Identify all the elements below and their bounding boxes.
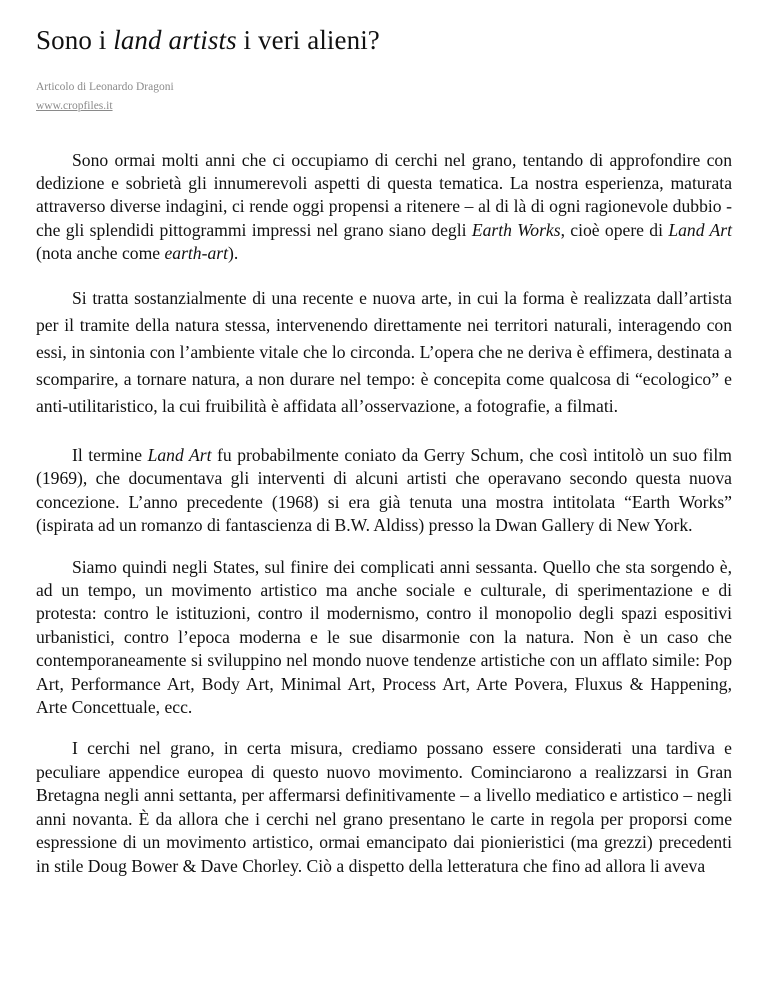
paragraph-2: Si tratta sostanzialmente di una recente e nuova arte, in cui la forma è realizzata dall’artista per il tramite della natura stessa, intervenendo direttamente nei territori naturali, interagendo con essi, in sintonia con l’ambiente vitale che lo circonda. L’opera che ne deriva è effimera, destinata a scomparire, a tornare natura, a non durare nel tempo: è concepita come qualcosa di “ecologico” e anti-utilitaristico, la cui fruibilità è affidata all’osservazione, a fotografie, a filmati.: [36, 288, 732, 417]
p3-text-2: fu probabilmente coniato da Gerry Schum, che così intitolò un suo film (1969), che documentava gli interventi di alcuni artisti che operavano secondo questa nuova concezione. L’anno precedente (1968) si era già tenuta una mostra intitolata “Earth Works” (ispirata ad un romanzo di fantascienza di B.W. Aldiss) presso la Dwan Gallery di New York.: [36, 445, 732, 536]
p1-text-4: ).: [228, 242, 239, 263]
p1-text-1: Sono ormai molti anni che ci occupiamo di cerchi nel grano, tentando di approfondire con dedizione e sobrietà gli innumerevoli aspetti di questa tematica. La nostra esperienza, maturata attraverso diverse indagini, ci rende oggi propensi a ritenere – al di là di ogni ragionevole dubbio - che gli splendidi pittogrammi impressi nel grano siano degli: [36, 150, 732, 240]
p1-italic-earth-art: earth-art: [164, 242, 228, 263]
title-prefix: Sono i: [36, 25, 114, 55]
article-title: [36, 22, 732, 58]
website-line: [36, 97, 732, 116]
p1-italic-earth-works: Earth Works: [471, 219, 561, 240]
p3-text-1: Il termine: [72, 445, 148, 466]
byline: Articolo di Leonardo Dragoni: [36, 81, 174, 93]
p3-italic-land-art: Land Art: [147, 445, 212, 466]
paragraph-5: I cerchi nel grano, in certa misura, crediamo possano essere considerati una tardiva e peculiare appendice europea di questo nuovo movimento. Cominciarono a realizzarsi in Gran Bretagna negli anni settanta, per affermarsi definitivamente – a livello mediatico e artistico – negli anni novanta. È da allora che i cerchi nel grano presentano le carte in regola per proporsi come espressione di un movimento artistico, ormai emancipato dai pionieristici (ma grezzi) precedenti in stile Doug Bower & Dave Chorley. Ciò a dispetto della letteratura che fino ad allora li aveva: [36, 738, 732, 876]
document-page: [36, 22, 732, 878]
title-italic: land artists: [113, 25, 237, 55]
website-link[interactable]: www.cropfiles.it: [36, 100, 113, 112]
p1-text-2: , cioè opere di: [560, 219, 669, 240]
p1-text-3: (nota anche come: [36, 242, 165, 263]
article-meta: [36, 78, 732, 116]
paragraph-1: [36, 149, 732, 265]
paragraph-3: [36, 444, 732, 538]
paragraph-4: Siamo quindi negli States, sul finire dei complicati anni sessanta. Quello che sta sorgendo è, ad un tempo, un movimento artistico ma anche sociale e culturale, di sperimentazione e di protesta: contro le istituzioni, contro il modernismo, contro il monopolio degli spazi espositivi urbanistici, contro l’epoca moderna e le sue disarmonie con la natura. Non è un caso che contemporaneamente si sviluppino nel mondo nuove tendenze artistiche con un afflato simile: Pop Art, Performance Art, Body Art, Minimal Art, Process Art, Arte Povera, Fluxus & Happening, Arte Concettuale, ecc.: [36, 556, 732, 718]
title-suffix: i veri alieni?: [236, 25, 380, 55]
p1-italic-land-art: Land Art: [668, 219, 732, 240]
